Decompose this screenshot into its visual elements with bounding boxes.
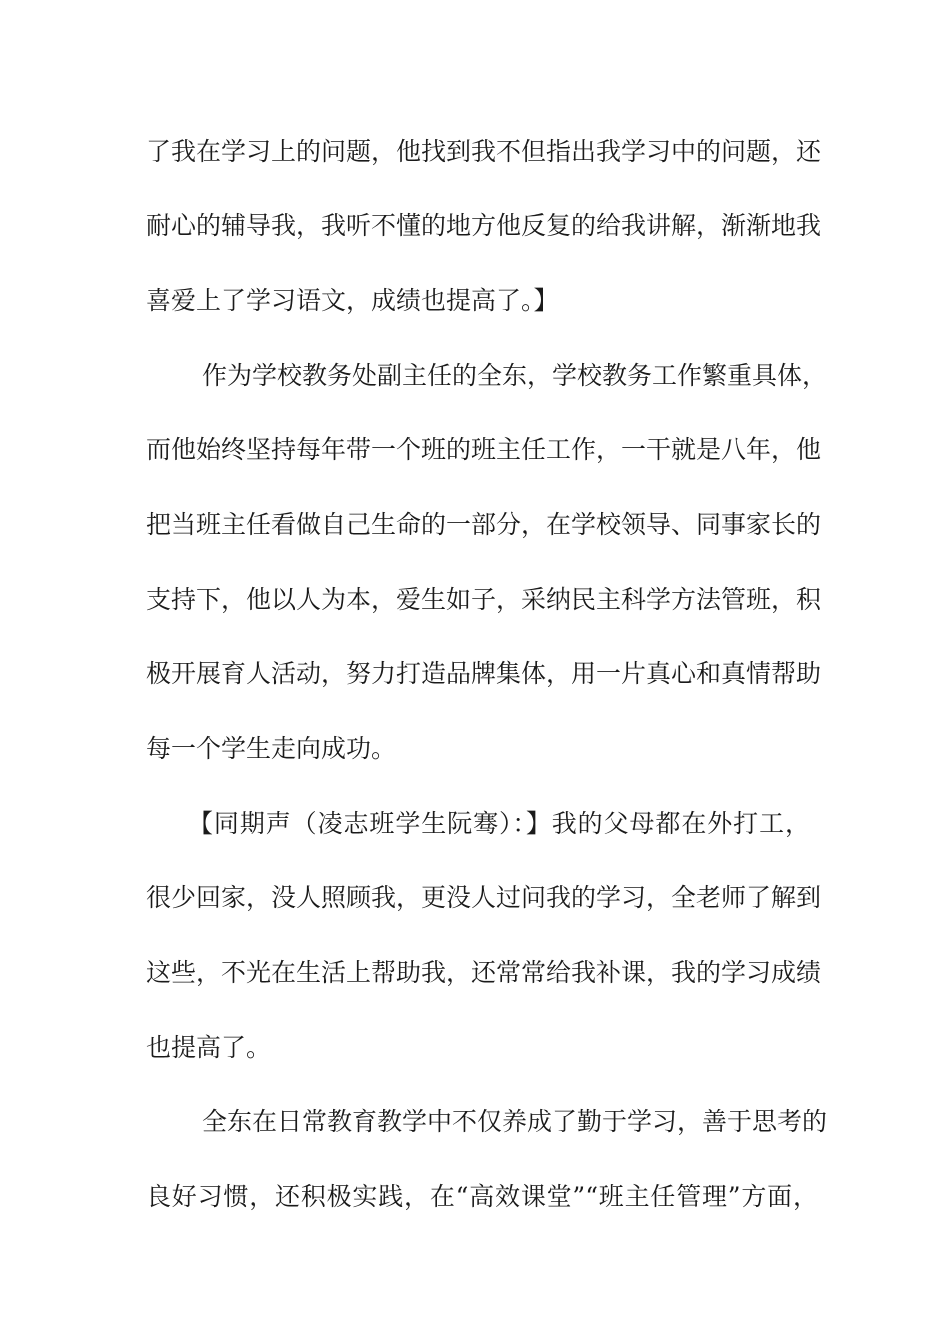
paragraph-first-line: 全东在日常教育教学中不仅养成了勤于学习，善于思考的 xyxy=(202,1107,828,1136)
text-line: 也提高了。 xyxy=(146,1033,272,1062)
text-line: 喜爱上了学习语文，成绩也提高了。】 xyxy=(146,286,559,315)
text-line: 极开展育人活动，努力打造品牌集体，用一片真心和真情帮助 xyxy=(146,659,822,688)
text-line: 良好习惯，还积极实践，在“高效课堂”“班主任管理”方面， xyxy=(146,1182,818,1211)
text-line: 了我在学习上的问题，他找到我不但指出我学习中的问题，还 xyxy=(146,137,822,166)
text-line: 支持下，他以人为本，爱生如子，采纳民主科学方法管班，积 xyxy=(146,585,822,614)
text-line: 每一个学生走向成功。 xyxy=(146,734,397,763)
text-line: 把当班主任看做自己生命的一部分，在学校领导、同事家长的 xyxy=(146,510,822,539)
text-line: 而他始终坚持每年带一个班的班主任工作，一干就是八年，他 xyxy=(146,435,822,464)
text-line: 这些，不光在生活上帮助我，还常常给我补课，我的学习成绩 xyxy=(146,958,822,987)
text-line: 耐心的辅导我，我听不懂的地方他反复的给我讲解，渐渐地我 xyxy=(146,211,822,240)
paragraph-first-line: 作为学校教务处副主任的全东，学校教务工作繁重具体， xyxy=(202,361,828,390)
quote-first-line: 【同期声（凌志班学生阮骞）：】我的父母都在外打工， xyxy=(188,809,810,838)
text-line: 很少回家，没人照顾我，更没人过问我的学习，全老师了解到 xyxy=(146,883,822,912)
